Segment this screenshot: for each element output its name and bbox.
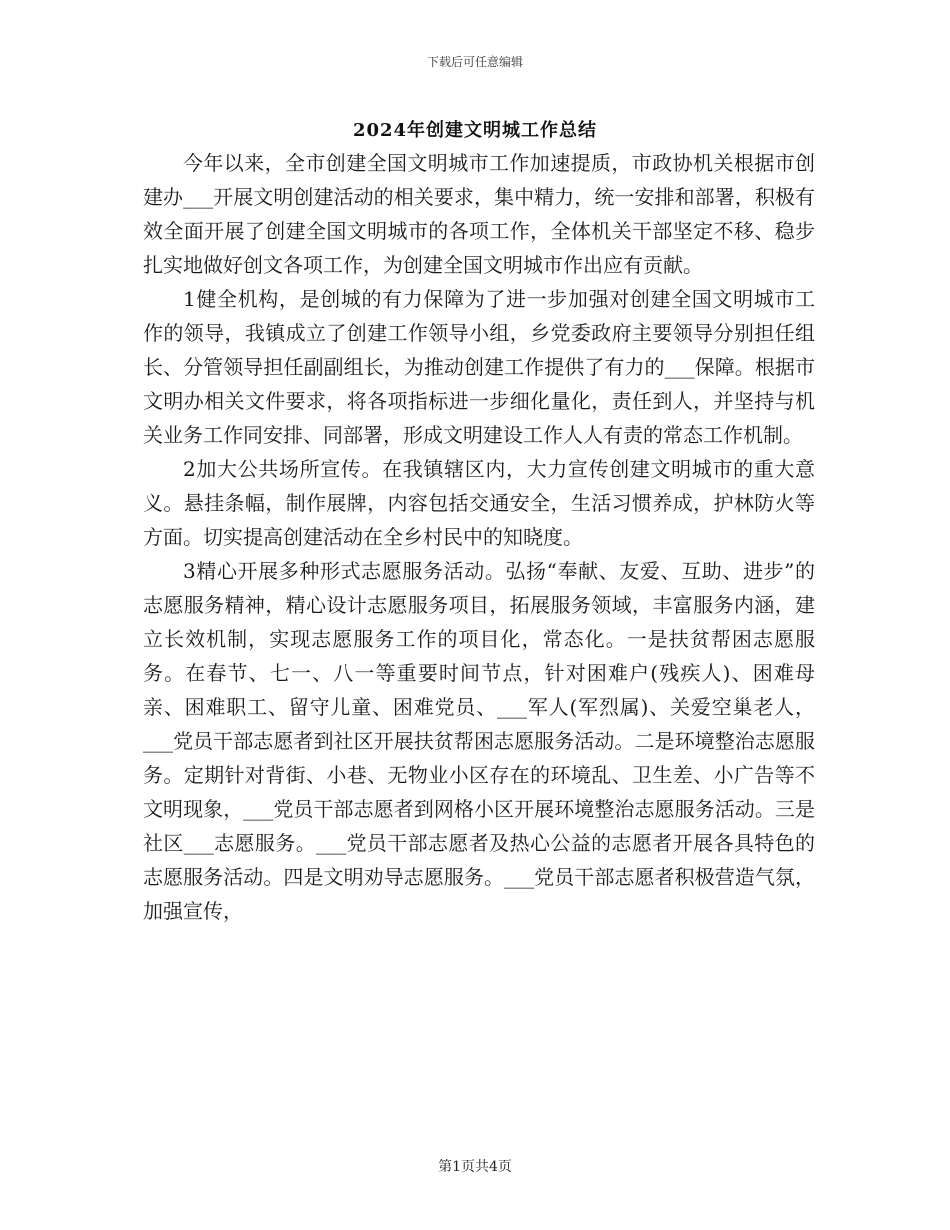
document-body [143, 146, 815, 928]
page-header-note: 下载后可任意编辑 [426, 55, 523, 69]
document-title: 2024年创建文明城工作总结 [352, 120, 598, 141]
page-number-indicator: 第1页共4页 [438, 1159, 512, 1175]
paragraph-publicity: 2加大公共场所宣传。在我镇辖区内，大力宣传创建文明城市的重大意义。悬挂条幅，制作展牌，内容包括交通安全，生活习惯养成，护林防火等方面。切实提高创建活动在全乡村民中的知晓度。 [143, 457, 815, 549]
paragraph-intro: 今年以来，全市创建全国文明城市工作加速提质，市政协机关根据市创建办___开展文明创建活动的相关要求，集中精力，统一安排和部署，积极有效全面开展了创建全国文明城市的各项工作，全体机关干部坚定不移、稳步扎实地做好创文各项工作，为创建全国文明城市作出应有贡献。 [143, 151, 815, 277]
paragraph-organization: 1健全机构，是创城的有力保障为了进一步加强对创建全国文明城市工作的领导，我镇成立了创建工作领导小组，乡党委政府主要领导分别担任组长、分管领导担任副副组长，为推动创建工作提供了有力的___保障。根据市文明办相关文件要求，将各项指标进一步细化量化，责任到人，并坚持与机关业务工作同安排、同部署，形成文明建设工作人人有责的常态工作机制。 [143, 287, 815, 447]
paragraph-volunteer-service: 3精心开展多种形式志愿服务活动。弘扬“奉献、友爱、互助、进步”的志愿服务精神，精心设计志愿服务项目，拓展服务领域，丰富服务内涵，建立长效机制，实现志愿服务工作的项目化，常态化。一是扶贫帮困志愿服务。在春节、七一、八一等重要时间节点，针对困难户(残疾人)、困难母亲、困难职工、留守儿童、困难党员、___军人(军烈属)、关爱空巢老人，___党员干部志愿者到社区开展扶贫帮困志愿服务活动。二是环境整治志愿服务。定期针对背街、小巷、无物业小区存在的环境乱、卫生差、小广告等不文明现象，___党员干部志愿者到网格小区开展环境整治志愿服务活动。三是社区___志愿服务。___党员干部志愿者及热心公益的志愿者开展各具特色的志愿服务活动。四是文明劝导志愿服务。___党员干部志愿者积极营造气氛，加强宣传， [143, 559, 815, 923]
